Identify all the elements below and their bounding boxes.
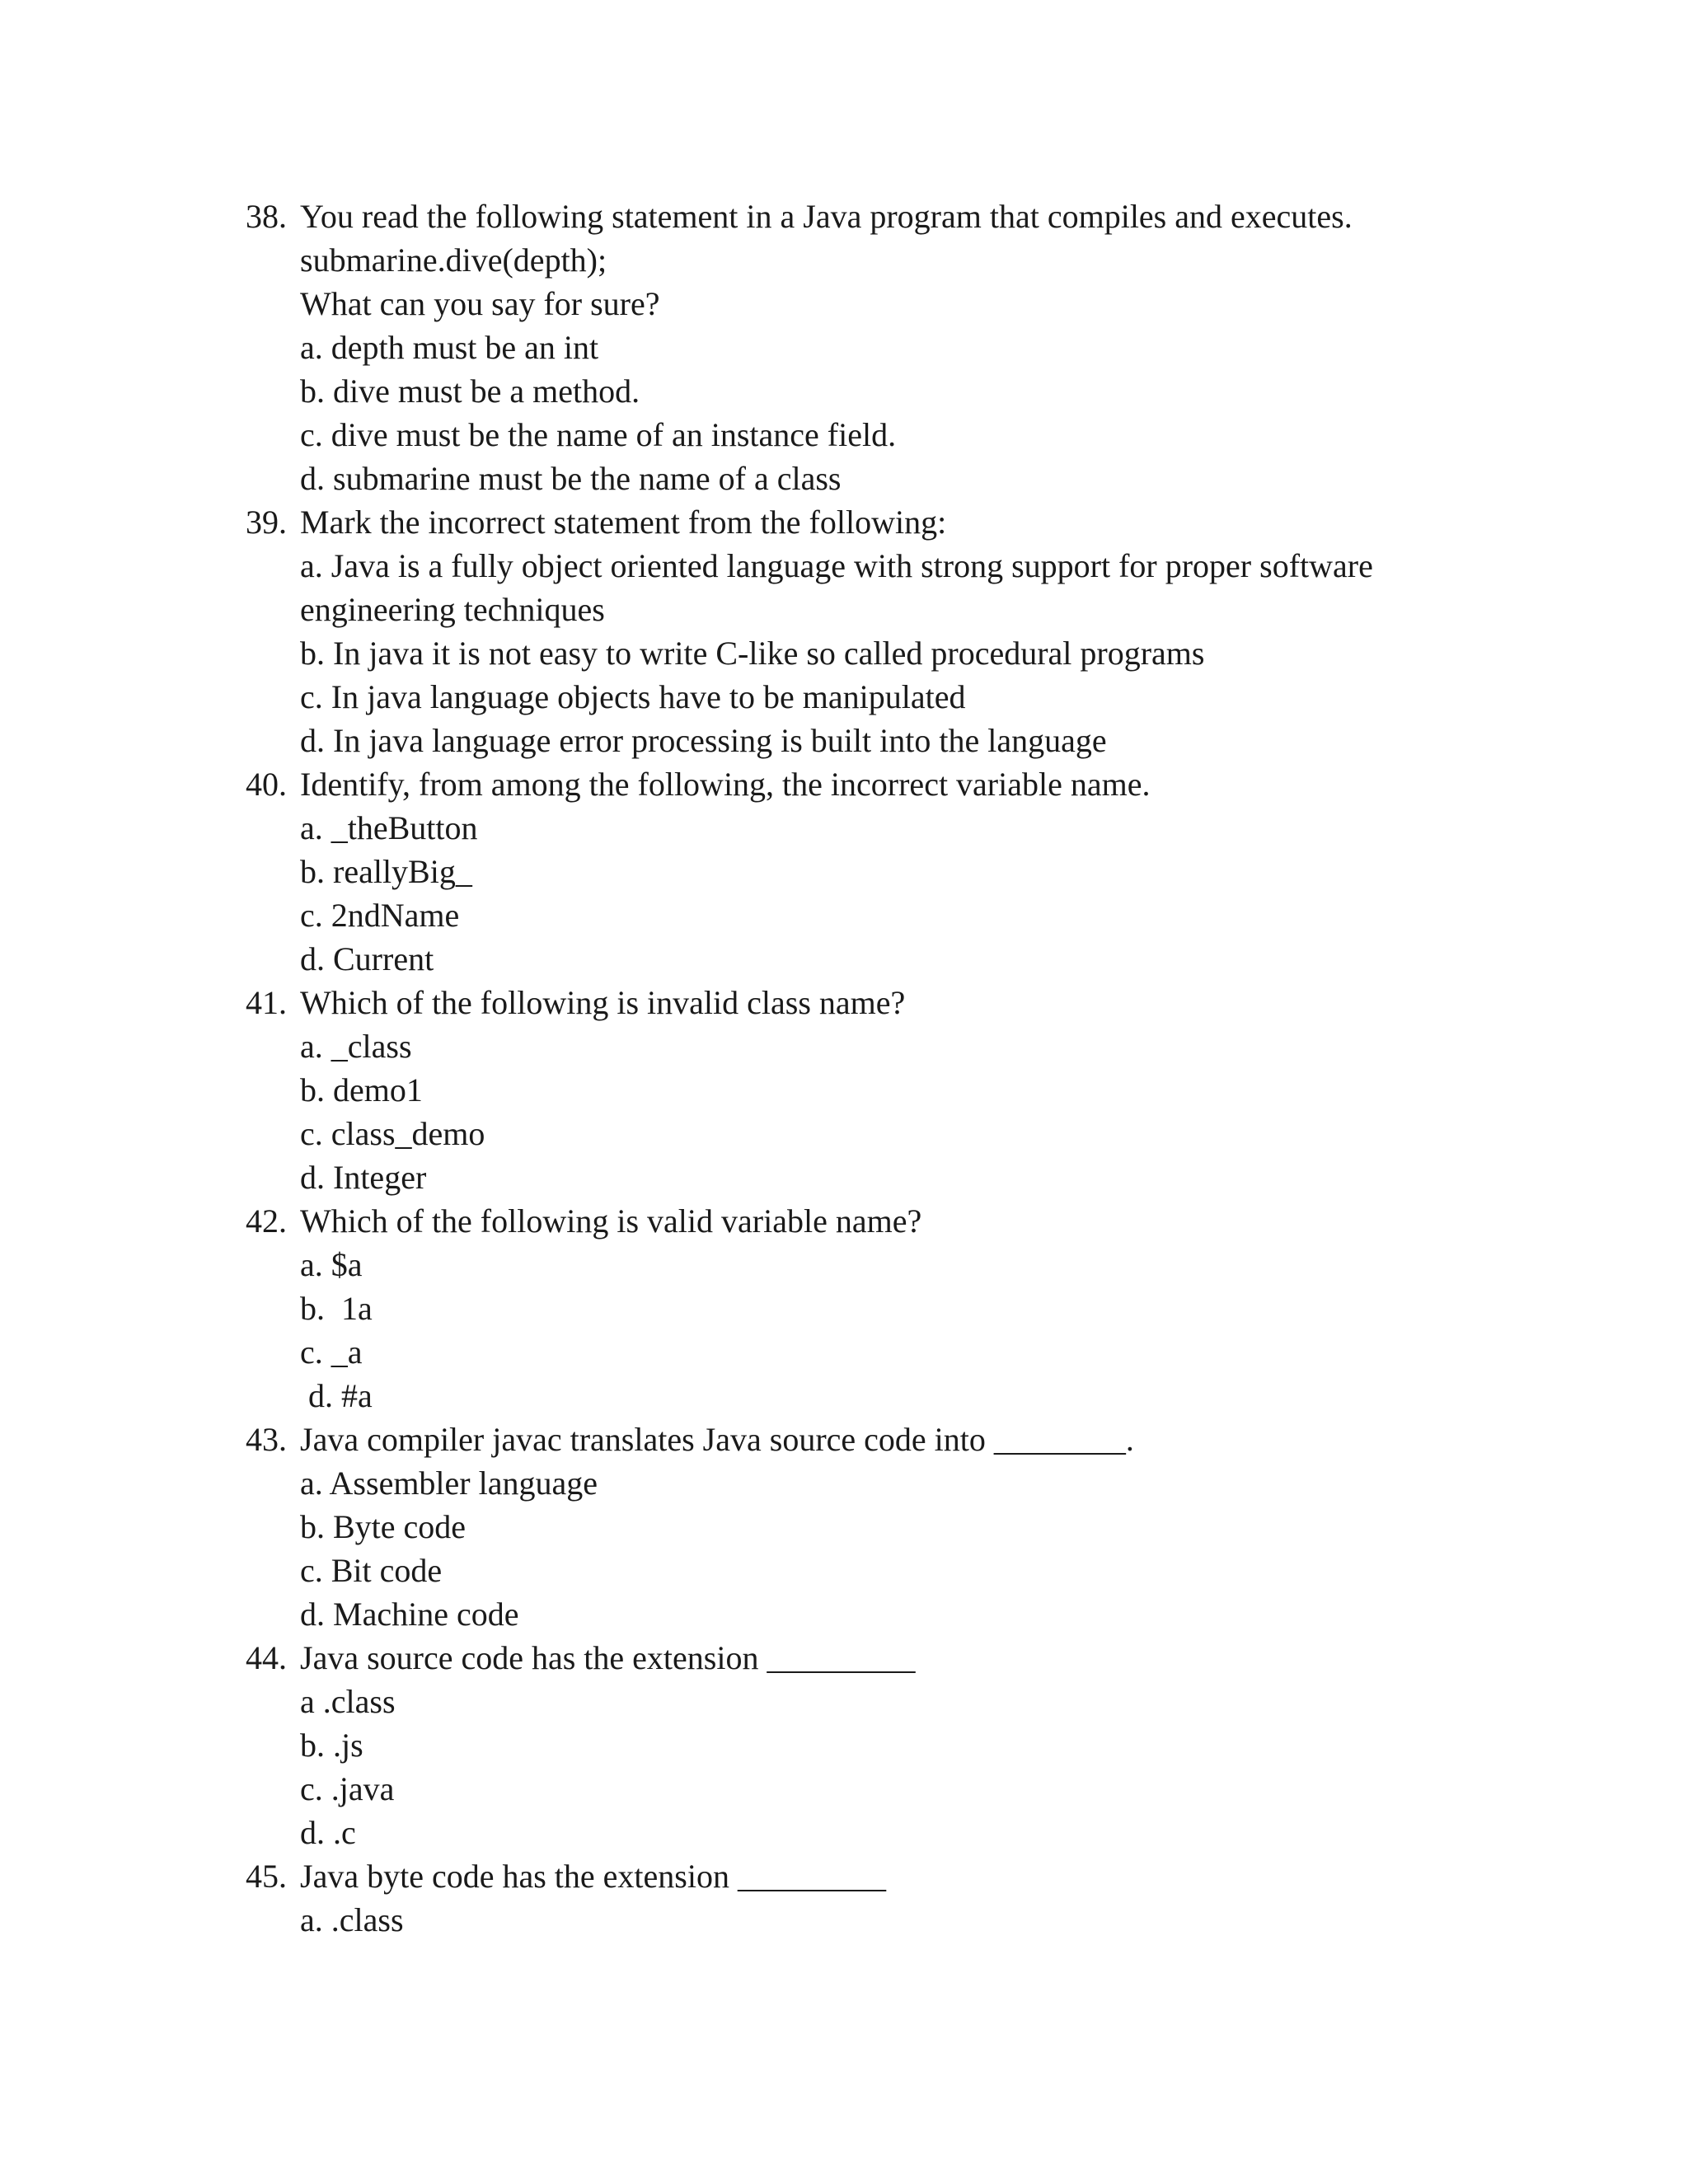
question-text: Identify, from among the following, the incorrect variable name. <box>300 766 1151 803</box>
option-d: d. Integer <box>300 1159 427 1196</box>
question-stem <box>246 1636 1482 1680</box>
option-c: c. _a <box>300 1333 363 1371</box>
question-number: 40. <box>246 766 287 803</box>
question-42 <box>246 1199 1482 1418</box>
question-subtext: What can you say for sure? <box>300 285 660 322</box>
option-d: d. #a <box>308 1377 373 1414</box>
option-b: b. 1a <box>300 1290 373 1327</box>
question-41 <box>246 981 1482 1199</box>
option-b: b. dive must be a method. <box>300 373 640 410</box>
question-44 <box>246 1636 1482 1854</box>
option-d: d. Machine code <box>300 1596 519 1633</box>
question-stem <box>246 981 1482 1024</box>
option-list <box>246 544 1482 762</box>
option-a: a .class <box>300 1683 396 1720</box>
question-text: Which of the following is invalid class name? <box>300 984 906 1021</box>
option-b: b. .js <box>300 1727 363 1764</box>
question-number: 39. <box>246 504 287 541</box>
option-c: c. 2ndName <box>300 897 460 934</box>
question-text: Java compiler javac translates Java source code into ________. <box>300 1421 1134 1458</box>
question-number: 42. <box>246 1202 287 1240</box>
question-40 <box>246 762 1482 981</box>
question-number: 45. <box>246 1858 287 1895</box>
question-38 <box>246 194 1482 500</box>
option-a: a. depth must be an int <box>300 329 599 366</box>
question-number: 41. <box>246 984 287 1021</box>
question-stem <box>246 1199 1482 1243</box>
option-c: c. .java <box>300 1770 395 1807</box>
question-number: 38. <box>246 198 287 235</box>
option-list <box>246 1898 1482 1942</box>
question-stem <box>246 194 1482 238</box>
option-a: a. Java is a fully object oriented language with strong support for proper software engineering techniques <box>300 547 1373 628</box>
option-b: b. reallyBig_ <box>300 853 472 890</box>
question-text: Which of the following is valid variable name? <box>300 1202 922 1240</box>
option-b: b. In java it is not easy to write C-like so called procedural programs <box>300 635 1205 672</box>
option-d: d. In java language error processing is built into the language <box>300 722 1107 759</box>
option-list <box>246 806 1482 981</box>
option-c: c. dive must be the name of an instance field. <box>300 416 897 453</box>
option-b: b. Byte code <box>300 1508 467 1545</box>
option-d: d. submarine must be the name of a class <box>300 460 842 497</box>
question-list <box>246 194 1482 1942</box>
question-stem <box>246 500 1482 544</box>
question-text: You read the following statement in a Java program that compiles and executes. <box>300 198 1353 235</box>
option-list <box>246 326 1482 500</box>
option-a: a. _class <box>300 1028 412 1065</box>
option-a: a. _theButton <box>300 809 478 846</box>
question-stem <box>246 762 1482 806</box>
question-number: 43. <box>246 1421 287 1458</box>
question-number: 44. <box>246 1639 287 1676</box>
question-45 <box>246 1854 1482 1942</box>
option-a: a. $a <box>300 1246 363 1283</box>
option-list <box>246 1461 1482 1636</box>
question-stem <box>246 1854 1482 1898</box>
option-list <box>246 1024 1482 1199</box>
question-39 <box>246 500 1482 762</box>
option-c: c. In java language objects have to be manipulated <box>300 678 966 715</box>
question-text: Java byte code has the extension _________ <box>300 1858 886 1895</box>
option-d: d. .c <box>300 1814 356 1851</box>
option-a: a. .class <box>300 1901 404 1938</box>
option-list <box>246 1680 1482 1854</box>
question-text: Mark the incorrect statement from the following: <box>300 504 947 541</box>
question-stem <box>246 1418 1482 1461</box>
option-b: b. demo1 <box>300 1071 423 1108</box>
option-list <box>246 1243 1482 1418</box>
code-line: submarine.dive(depth); <box>300 241 607 279</box>
option-a: a. Assembler language <box>300 1465 598 1502</box>
option-d: d. Current <box>300 940 434 977</box>
option-c: c. class_demo <box>300 1115 485 1152</box>
question-text: Java source code has the extension _________ <box>300 1639 916 1676</box>
question-43 <box>246 1418 1482 1636</box>
option-c: c. Bit code <box>300 1552 443 1589</box>
